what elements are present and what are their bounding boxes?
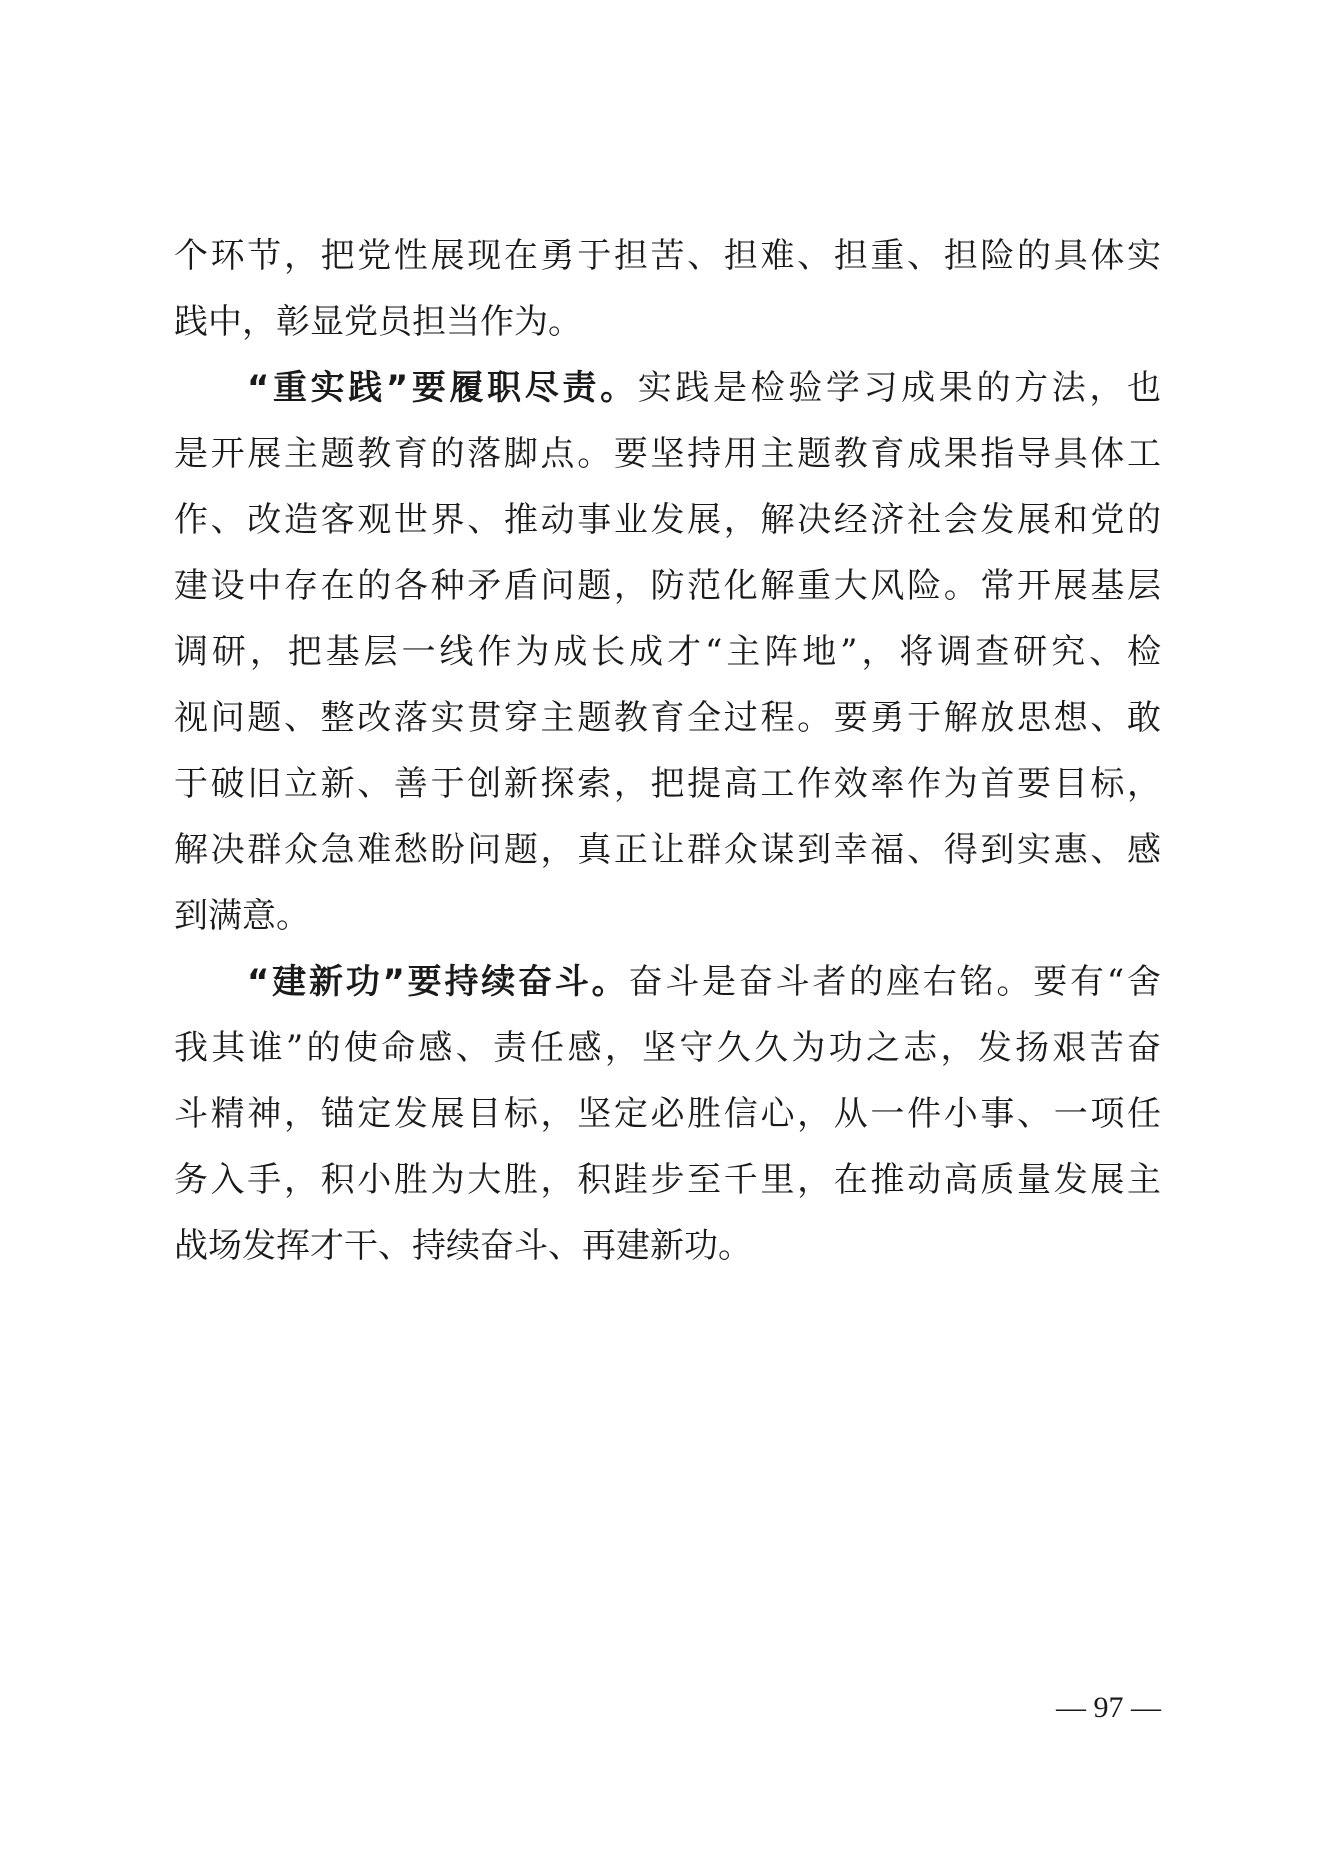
text-span: 实践是检验学习成果的方法，也: [637, 368, 1161, 408]
text-line: [174, 949, 1161, 1015]
paragraph-1: [174, 223, 1161, 355]
paragraph-3: [174, 949, 1161, 1279]
text-line: 调研，把基层一线作为成长成才“主阵地”，将调查研究、检: [174, 632, 1161, 672]
text-line: 到满意。: [174, 896, 310, 936]
document-body: [174, 223, 1161, 1279]
text-line: 斗精神，锚定发展目标，坚定必胜信心，从一件小事、一项任: [174, 1094, 1161, 1134]
text-line: [174, 355, 1161, 421]
text-line: 践中，彰显党员担当作为。: [174, 302, 582, 342]
text-line: 视问题、整改落实贯穿主题教育全过程。要勇于解放思想、敢: [174, 698, 1161, 738]
text-line: 是开展主题教育的落脚点。要坚持用主题教育成果指导具体工: [174, 434, 1161, 474]
paragraph-heading: “重实践”要履职尽责。: [247, 368, 638, 408]
text-line: 于破旧立新、善于创新探索，把提高工作效率作为首要目标，: [174, 764, 1161, 804]
page-number: — 97 —: [1056, 1691, 1161, 1724]
paragraph-2: [174, 355, 1161, 949]
text-line: 务入手，积小胜为大胜，积跬步至千里，在推动高质量发展主: [174, 1160, 1161, 1200]
text-line: 我其谁”的使命感、责任感，坚守久久为功之志，发扬艰苦奋: [174, 1028, 1161, 1068]
text-line: 战场发挥才干、持续奋斗、再建新功。: [174, 1226, 752, 1266]
text-line: 作、改造客观世界、推动事业发展，解决经济社会发展和党的: [174, 500, 1161, 540]
paragraph-heading: “建新功”要持续奋斗。: [247, 962, 629, 1002]
text-span: 奋斗是奋斗者的座右铭。要有“舍: [628, 962, 1161, 1002]
text-line: 个环节，把党性展现在勇于担苦、担难、担重、担险的具体实: [174, 236, 1161, 276]
text-line: 建设中存在的各种矛盾问题，防范化解重大风险。常开展基层: [174, 566, 1161, 606]
text-line: 解决群众急难愁盼问题，真正让群众谋到幸福、得到实惠、感: [174, 830, 1161, 870]
